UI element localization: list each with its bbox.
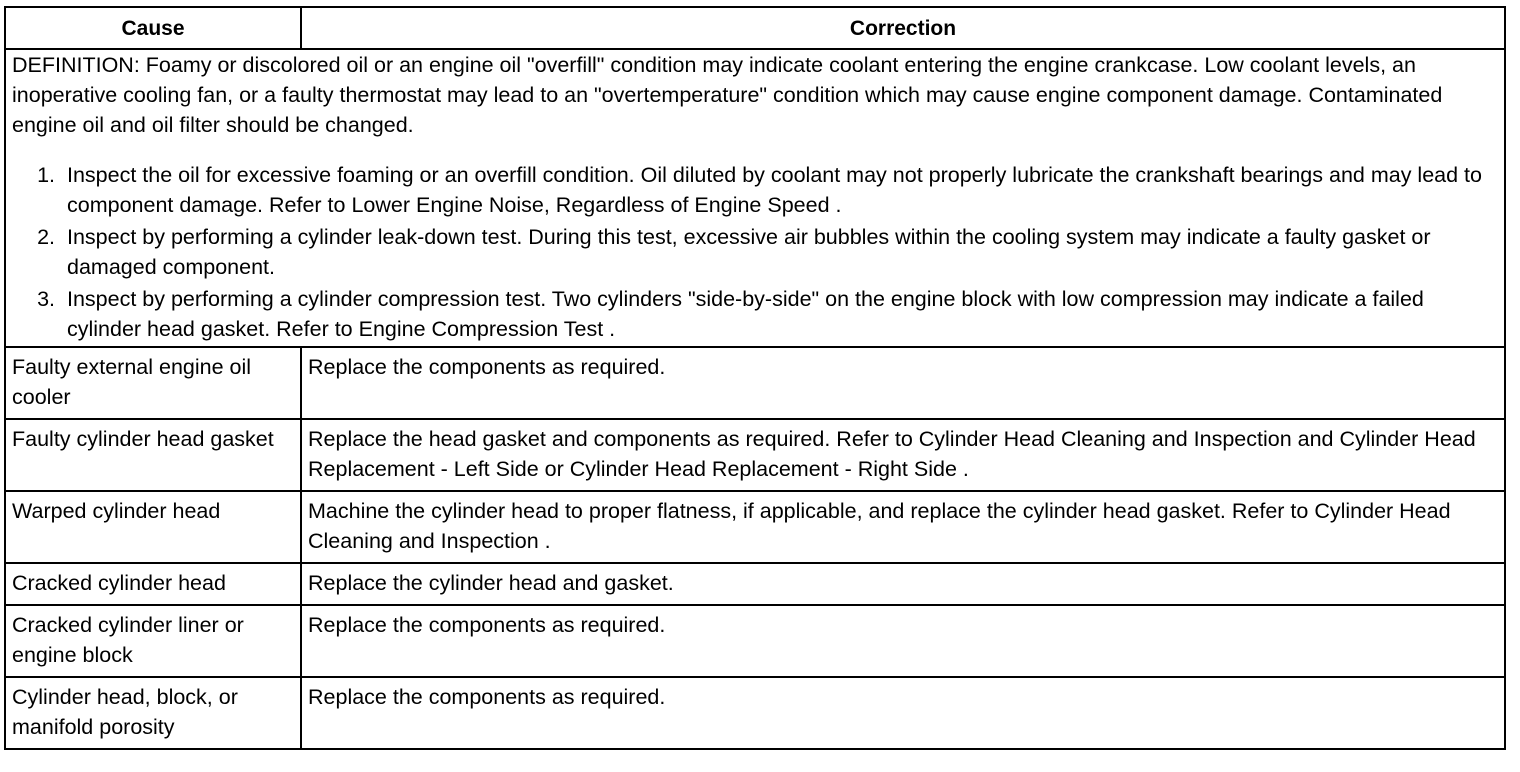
table-row (5, 347, 1505, 419)
definition-row (5, 49, 1505, 347)
definition-cell (5, 49, 1505, 347)
table-row (5, 419, 1505, 491)
correction-cell: Replace the cylinder head and gasket. (301, 563, 1505, 605)
table-row (5, 605, 1505, 677)
correction-cell: Replace the components as required. (301, 677, 1505, 749)
table-row (5, 563, 1505, 605)
cause-correction-table (4, 6, 1506, 750)
cause-cell: Faulty cylinder head gasket (5, 419, 301, 491)
table-row (5, 491, 1505, 563)
cause-cell: Cracked cylinder head (5, 563, 301, 605)
cause-cell: Warped cylinder head (5, 491, 301, 563)
cause-cell: Cracked cylinder liner or engine block (5, 605, 301, 677)
header-correction: Correction (301, 7, 1505, 49)
header-cause: Cause (5, 7, 301, 49)
definition-text: DEFINITION: Foamy or discolored oil or an engine oil "overfill" condition may indicate coolant entering the engine crankcase. Low coolant levels, an inoperative cooling fan, or a faulty thermostat may lead to an "overtemperature" condition which may cause engine component damage. Contaminated engine oil and oil filter should be changed. (12, 53, 1443, 137)
table-header-row (5, 7, 1505, 49)
cause-cell: Faulty external engine oil cooler (5, 347, 301, 419)
correction-cell: Replace the components as required. (301, 347, 1505, 419)
cause-cell: Cylinder head, block, or manifold porosity (5, 677, 301, 749)
inspection-steps (12, 160, 1498, 344)
table-row (5, 677, 1505, 749)
inspection-step: 1. Inspect the oil for excessive foaming or an overfill condition. Oil diluted by coolant may not properly lubricate the crankshaft bearings and may lead to component damage. Refer to Lower Engine Noise, Regardless of Engine Speed . (61, 160, 1498, 220)
inspection-step: 3. Inspect by performing a cylinder compression test. Two cylinders "side-by-side" on the engine block with low compression may indicate a failed cylinder head gasket. Refer to Engine Compression Test . (61, 284, 1498, 344)
inspection-step: 2. Inspect by performing a cylinder leak-down test. During this test, excessive air bubbles within the cooling system may indicate a faulty gasket or damaged component. (61, 222, 1498, 282)
correction-cell: Replace the components as required. (301, 605, 1505, 677)
correction-cell: Machine the cylinder head to proper flatness, if applicable, and replace the cylinder head gasket. Refer to Cylinder Head Cleaning and Inspection . (301, 491, 1505, 563)
correction-cell: Replace the head gasket and components as required. Refer to Cylinder Head Cleaning and Inspection and Cylinder Head Replacement - Left Side or Cylinder Head Replacement - Right Side . (301, 419, 1505, 491)
